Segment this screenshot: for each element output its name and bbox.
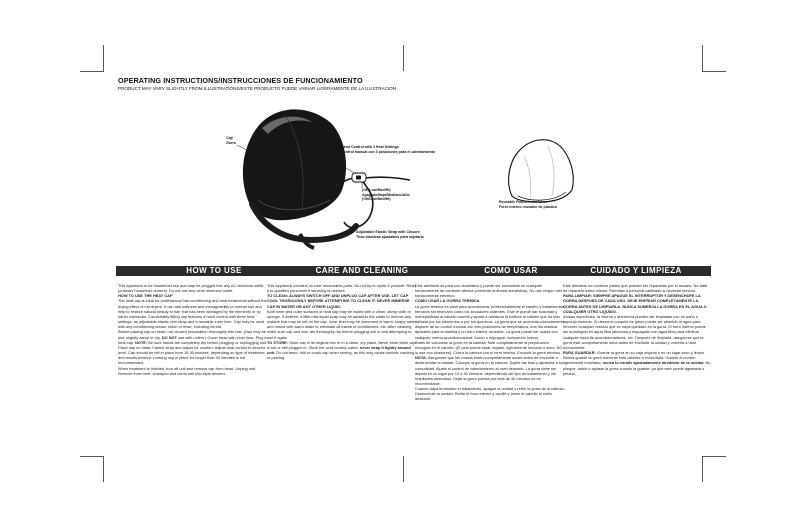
page-subtitle: PRODUCT MAY VARY SLIGHTLY FROM ILLUSTRATIONS/ESTE PRODUCTO PUEDE VARIAR LIGERAMENTE DE LA ILUSTRACION — [118, 86, 397, 91]
cuidado-intro: Este artefacto no contiene partes que puedan ser reparadas por el usuario. No trate de repararlo usted mismo. Remítalo a personal calificado si necesita servicio. — [563, 283, 708, 294]
how-to-use-subheading: HOW TO USE THE HEAT CAP — [118, 293, 173, 299]
cuidado-superficies: Ambas superficies, la interna y la externa pueden ser limpiadas con un paño o esponja húmedo. Si desea un poquito de jabón puede ser añadido al agua para remover cualquier residuo que se haya quedado en la gorra. El forro interno puede ser sumergido en agua tibia jabonosa y enjuagado con agua tibia para eliminar cualquier traza de acondicionadores, etc. Después de limpiarla, asegúrese que la gorra esté completamente seca antes de enchufar la unidad y volverla a usar nuevamente. — [563, 313, 706, 350]
guardar-text-2: No pliegue, doble o aplaste la gorra cuando la guarde, ya que esto puede agrietarla o pelarla. — [563, 360, 711, 376]
guardar-label: PARA GUARDAR: — [563, 350, 596, 356]
liner-callout — [499, 200, 557, 209]
strap-label-es: Tiras elásticas ajustables para sujetarla — [356, 234, 424, 239]
steps-text-3: Be sure hands are completely dry before plugging or unplugging unit. Place cap on head. Fasten strap and adjust for comfort. Adjust heat control to desired level. Cap should be left in place from 10-30 minutes, depending on type of treatment and results desired. Leaving cap in place for longer than 30 minutes is not recommended. — [118, 339, 268, 366]
steps-text-2: use with rollers.) Cover head with inner liner. Plug in heat cap. — [118, 334, 268, 345]
cuidado-limpieza-heading: CUIDADO Y LIMPIEZA — [561, 266, 711, 276]
switch-callout — [362, 188, 410, 202]
guardar-text-1: Guarde la gorra en su caja original o en un lugar seco y limpio. Nunca guarde la gorra mientras esté caliente o enchufada. Guarde el cordón ligeramente enrollado; — [563, 350, 706, 366]
cuidado-limpieza-column — [563, 283, 711, 376]
cap-label: Cap — [226, 136, 233, 140]
inner-liner-illustration — [509, 140, 574, 202]
heat-cap-illustration — [243, 109, 346, 220]
liner-label-en: Reusable Plastic Inner Liner — [499, 200, 548, 204]
how-to-use-column — [118, 283, 268, 376]
how-to-use-heading: HOW TO USE — [116, 266, 312, 276]
steps-note: NOTE: — [135, 339, 148, 345]
switch-label-en-2: (Off/Low/Med/Hi) — [362, 197, 391, 202]
cuidado-guardar — [563, 350, 711, 376]
strap-label-en: Adjustable Elastic Strap with Closure — [356, 230, 420, 234]
how-to-use-intro: This appliance is for household use and may be plugged into any AC electrical outlet (ordinary household current). Do not use any other electrical outlet. — [118, 283, 264, 294]
steps-text-1: Before placing cap on head, rub chosen preparation thoroughly into hair. (Hair may be wet, slightly damp or dry. — [118, 329, 266, 340]
nota-text: Asegúrese que las manos estén completamente secas antes de enchufar o desenchufar la unidad. Coloque la gorra en la cabeza. Sujete las tiras y ajústelas a su comodidad. Ajuste el control de calentamiento al nivel deseado. La gorra debe ser dejada en su lugar por 10 a 30 minutos, dependiendo del tipo de tratamiento y los resultados deseados. Dejar la gorra puesta por más de 30 minutos no es recomendable. — [415, 355, 563, 386]
care-store-text-1: Store cap in its original box or in a clean, dry place. Never store while cap is hot or still plugged in. Store the cord loosely coiled, — [267, 339, 416, 350]
como-usar-nota — [415, 355, 565, 386]
hand-control-label-es: Control manual con 3 posiciones para el calentamiento — [341, 149, 436, 154]
nota-label: NOTA: — [415, 355, 428, 361]
care-intro: This appliance contains no user serviceable parts. Do not try to repair it yourself. Refer it to qualified personnel if servicing is needed. — [267, 283, 416, 294]
how-to-use-steps — [118, 329, 268, 365]
how-to-use-description: The heat cap is ideal for professional hair conditioning and heat treatments without the drying effect of hot dryers. It can add softness and manageability to normal hair and help to restore natural beauty to hair that has been damaged by the elements or by harsh chemicals. Comfortably fitting cap features a hand control with three heat settings, an adjustable elastic chin strap and a reusable inner liner. Cap may be used with any conditioning cream, lotion or rinse, including henna. — [118, 298, 267, 330]
care-store-label: TO STORE: — [267, 339, 289, 345]
cuidado-limpiar: PARA LIMPIAR: SIEMPRE APAGUE EL INTERRUPTOR Y DESENCHUFE LA GORRA DESPUES DE CADA USO. DEJE ENFRIAR COMPLETAMENTE LA GORRA ANTES DE LIMPIARLA. NUNCA SUMERJA LA GORRA EN EL AGUA O CUALQUIER OTRO LIQUIDO. — [563, 293, 707, 314]
cap-callout — [226, 136, 236, 145]
steps-do-not: DO NOT — [161, 334, 177, 340]
como-usar-description: La gorra térmica es ideal para acondicionar profesionalmente el cabello y tratamientos térmicos sin resecarlo como los secadores calientes. Este le puede dar suavidad y manejabilidad al cabello normal y ayuda a restaurar la belleza al cabello que ha sido dañado por los elementos o por los químicos. La gorra que se acomoda cómodamente dispone de un control manual con tres posiciones de temperatura, una tira elástica ajustable para la barbilla y un forro interior reusable. La gorra puede ser usada con cualquier crema acondicionadora, loción o enjuague, incluyendo henna. — [415, 303, 565, 340]
gorra-label: Gorra — [226, 140, 236, 145]
switch-label-en: (Off/Low/Med/Hi) — [362, 188, 391, 192]
page-title: OPERATING INSTRUCTIONS/INSTRUCCIONES DE FUNCIONAMIENTO — [118, 76, 363, 85]
como-usar-heading: COMO USAR — [413, 266, 609, 276]
care-store-text-2: Do not bend, fold or crush cap when storing, as this may cause surface cracking or peeling. — [267, 350, 415, 361]
switch-label-es: Apagado/Bajo/Mediano/Alto — [362, 192, 410, 197]
como-usar-column — [415, 283, 565, 402]
care-wipe: Both inner and outer surfaces of heat cap may be wiped with a clean, damp cloth or sponge. If desired, a little mild liquid soap may be added to the water to remove any residue that may be left on the cap. Inner liner may be immersed in warm, soapy water and rinsed with warm water to eliminate all traces of conditioners, etc. After cleaning, make sure cap and liner are thoroughly dry before plugging unit in and attempting to use it again. — [267, 308, 416, 340]
como-usar-finish: Cuando haya terminado el tratamiento, apague la unidad y retire la gorra de la cabeza. Desenchufe la unidad. Retire el forro interno y cepille y peine el cabello al estilo deseado. — [415, 386, 565, 402]
hand-control-callout — [341, 145, 435, 154]
como-usar-subheading: COMO USAR LA GORRA TERMICA — [415, 298, 480, 304]
care-cleaning-column — [267, 283, 417, 360]
care-store — [267, 340, 417, 361]
how-to-use-finish: When treatment is finished, turn off unit and remove cap from head. Unplug unit. Remove inner liner, shampoo and comb hair into style desired. — [118, 365, 257, 376]
guardar-warning: nunca lo enrolle ajustadamente alrededor de la unidad. — [602, 360, 705, 366]
liner-label-es: Forro interno reusable de plástico — [499, 204, 558, 209]
hand-control-label-en: Hand Control with 3 Heat Settings — [341, 145, 399, 149]
care-store-warning: never wrap it tightly around unit. — [267, 344, 411, 356]
como-usar-steps: Antes de colocarse la gorra en la cabeza, frote completamente la preparación escogida en el cabello. (El pelo puede estar mojado, ligeramente húmedo o seco. NO lo use con rizadores). Cubra la cabeza con el forro interno. Enchufe la gorra térmica. — [415, 339, 563, 356]
como-usar-intro: Este artefacto es para uso doméstico y puede ser enchufado en cualquier tomacorriente de corriente alterna (corriente ordinaria doméstica). No use ningún otro tomacorriente eléctrico. — [415, 283, 563, 299]
strap-callout — [356, 230, 424, 239]
care-to-clean: TO CLEAN: ALWAYS SWITCH OFF AND UNPLUG CAP AFTER USE. LET CAP COOL THOROUGHLY BEFORE ATTEMPTING TO CLEAN IT. NEVER IMMERSE CAP IN WATER OR ANY OTHER LIQUID. — [267, 293, 410, 309]
care-cleaning-heading: CARE AND CLEANING — [264, 266, 460, 276]
power-cord-illustration — [332, 178, 373, 228]
